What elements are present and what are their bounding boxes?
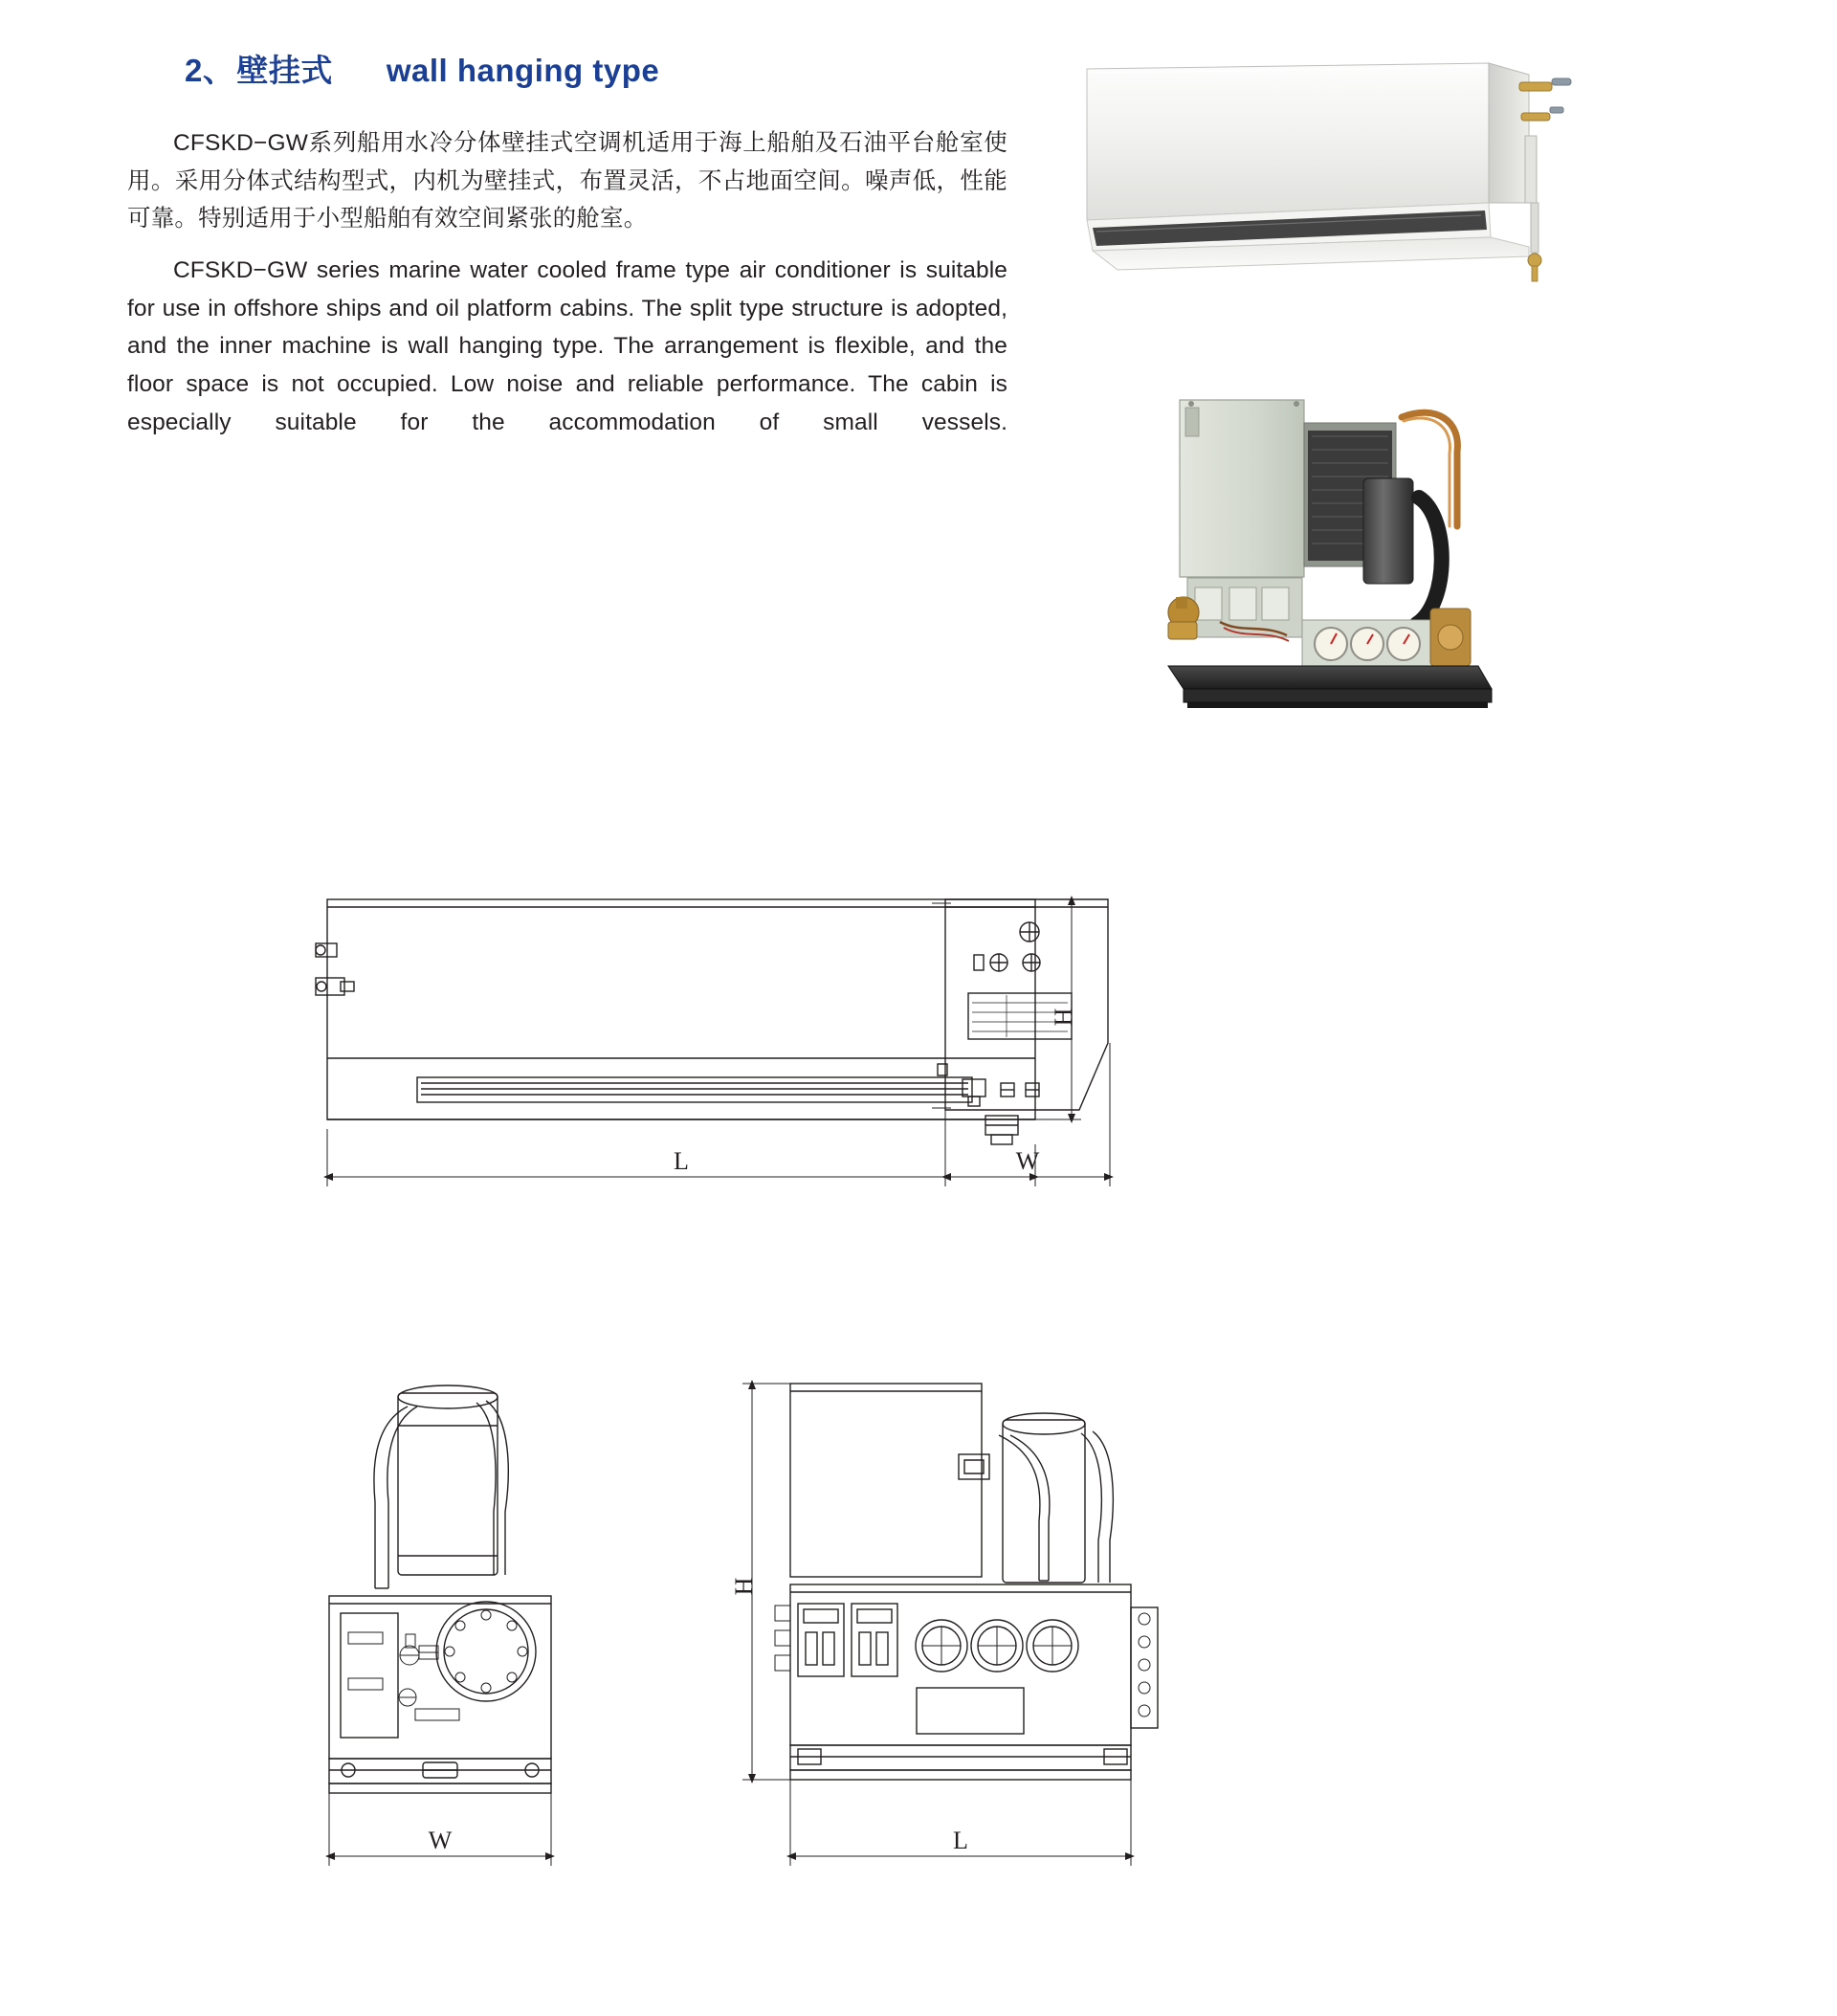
indoor-unit-drawing-group bbox=[316, 890, 1560, 1292]
description-chinese: CFSKD−GW系列船用水冷分体壁挂式空调机适用于海上船舶及石油平台舱室使用。采用分体式结构型式，内机为壁挂式，布置灵活，不占地面空间。噪声低，性能可靠。特别适用于小型船舶有效空间紧张的舱室。 bbox=[127, 130, 1007, 233]
outdoor-side-width-label: W bbox=[428, 1827, 453, 1854]
front-view-height-label: H bbox=[1050, 1008, 1077, 1027]
page-title-english: wall hanging type bbox=[386, 53, 660, 88]
indoor-unit-front-view bbox=[316, 899, 1035, 1144]
side-view-width-label: W bbox=[1015, 1147, 1040, 1175]
page-title bbox=[185, 46, 659, 91]
indoor-unit-photo bbox=[1079, 59, 1596, 299]
outdoor-unit-drawing-group bbox=[316, 1368, 1560, 1961]
outdoor-condensing-unit-photo bbox=[1162, 383, 1516, 765]
front-view-length-label: L bbox=[674, 1147, 689, 1175]
outdoor-front-length-label: L bbox=[953, 1827, 968, 1854]
description-english: CFSKD−GW series marine water cooled frame type air conditioner is suitable for use in offshore ships and oil platform cabins. The split type structure is adopted, and the inner machine is wall hanging type. The arrangement is flexible, and the floor space is not occupied. Low noise and reliable performance. The cabin is especially suitable for the accommodation of small vessels. bbox=[127, 257, 1007, 435]
outdoor-unit-side-view bbox=[329, 1385, 551, 1793]
page-title-number: 2、 bbox=[185, 53, 235, 88]
description-text-column bbox=[127, 124, 1007, 489]
indoor-unit-side-view bbox=[938, 899, 1108, 1110]
page-title-chinese: 壁挂式 bbox=[236, 53, 333, 88]
outdoor-front-height-label: H bbox=[730, 1577, 758, 1596]
outdoor-unit-front-view bbox=[775, 1384, 1158, 1780]
